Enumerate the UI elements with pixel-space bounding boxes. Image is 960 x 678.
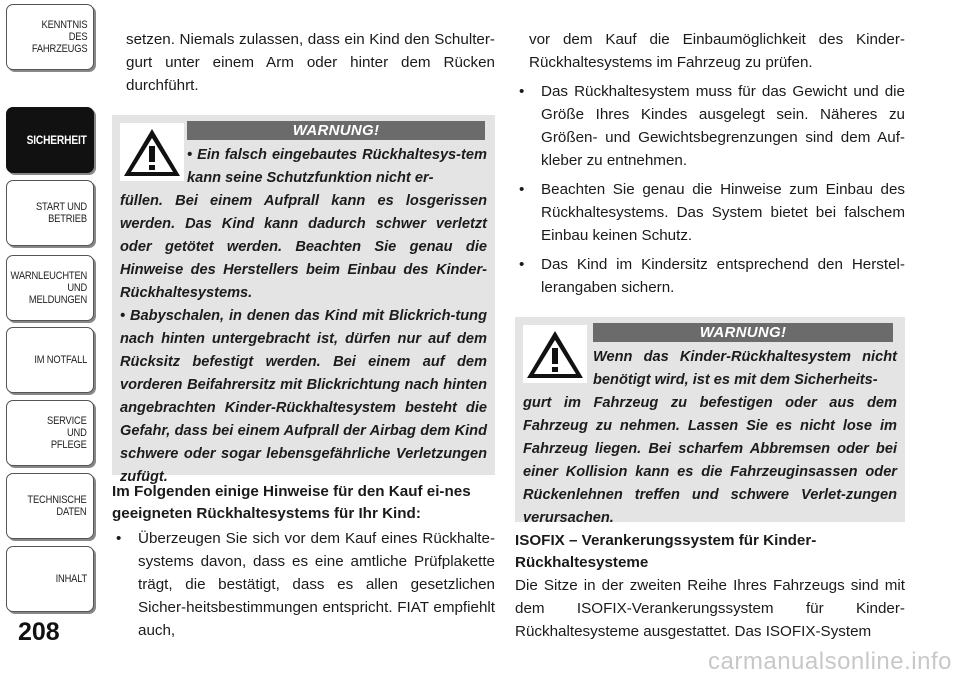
tab-label: IM NOTFALL bbox=[34, 354, 87, 366]
bullet-symbol: • bbox=[519, 256, 525, 273]
warning-text-first: Wenn das Kinder-Rückhaltesystem nicht benötigt wird, ist es mit dem Sicherheits- bbox=[593, 349, 897, 388]
bullet-symbol: • bbox=[519, 83, 525, 100]
warning-title: WARNUNG! bbox=[187, 121, 485, 140]
tab-kenntnis-des-fahrzeugs[interactable] bbox=[6, 4, 94, 70]
warning-triangle-icon bbox=[120, 123, 184, 181]
tab-label: INHALT bbox=[55, 573, 87, 585]
bullet-text: Das Rückhaltesystem muss für das Gewicht und die Größe Ihres Kindes ausgelegt sein. Näheres zu Größen- und Gewichtsbegrenzungen sind dem Auf-kleber zu entnehmen. bbox=[541, 83, 905, 169]
tab-service-und-pflege[interactable] bbox=[6, 400, 94, 466]
bullet-text: Beachten Sie genau die Hinweise zum Einbau des Rückhaltesystems. Das System bietet bei falschem Einbau keinen Schutz. bbox=[541, 181, 905, 244]
bullet-text: Das Kind im Kindersitz entsprechend den Herstel-lerangaben sichern. bbox=[541, 256, 905, 296]
isofix-paragraph: Die Sitze in der zweiten Reihe Ihres Fahrzeugs sind mit dem ISOFIX-Verankerungssystem für Kinder-Rückhaltesysteme ausgestattet. Das ISOFIX-System bbox=[515, 577, 905, 640]
tab-warnleuchten-und-meldungen[interactable] bbox=[6, 255, 94, 321]
warning-title: WARNUNG! bbox=[593, 323, 893, 342]
page-number: 208 bbox=[18, 618, 60, 646]
tab-label: TECHNISCHE DATEN bbox=[27, 494, 87, 518]
tab-label: SICHERHEIT bbox=[26, 133, 87, 147]
tab-start-und-betrieb[interactable] bbox=[6, 180, 94, 246]
tab-im-notfall[interactable] bbox=[6, 327, 94, 393]
warning-item1-first: • Ein falsch eingebautes Rückhaltesys-tem kann seine Schutzfunktion nicht er- bbox=[187, 147, 487, 186]
chapter-tabs bbox=[0, 0, 100, 630]
warning-text-rest: gurt im Fahrzeug zu befestigen oder aus dem Fahrzeug zu nehmen. Lassen Sie es nicht lose im Fahrzeug liegen. Bei scharfem Abbremsen oder bei einer Kollision kann es die Fahrzeuginsassen oder Rückenlehnen treffen und schwere Verlet-zungen verursachen. bbox=[523, 395, 897, 526]
intro-paragraph: setzen. Niemals zulassen, dass ein Kind den Schulter-gurt unter einem Arm oder hinter dem Rücken durchführt. bbox=[126, 31, 495, 94]
hints-heading: Im Folgenden einige Hinweise für den Kauf ei-nes geeigneten Rückhaltesystems für Ihr Kind: bbox=[112, 483, 471, 522]
tab-sicherheit[interactable] bbox=[6, 107, 94, 173]
bullet-text: Überzeugen Sie sich vor dem Kauf eines Rückhalte-systems davon, dass es eine amtliche Prüfplakette trägt, die bestätigt, dass es allen gesetzlichen Sicher-heitsbestimmungen entspricht. FIAT empfiehlt auch, bbox=[138, 530, 495, 639]
tab-technische-daten[interactable] bbox=[6, 473, 94, 539]
warning-body-left bbox=[120, 190, 487, 489]
bullet-symbol: • bbox=[519, 181, 525, 198]
isofix-heading: ISOFIX – Verankerungssystem für Kinder-Rückhaltesysteme bbox=[515, 532, 817, 571]
tab-label: WARNLEUCHTEN UND MELDUNGEN bbox=[10, 270, 87, 306]
right-column bbox=[515, 28, 905, 643]
tab-inhalt[interactable] bbox=[6, 546, 94, 612]
list-item bbox=[515, 253, 905, 299]
tab-label: KENNTNIS DES FAHRZEUGS bbox=[31, 19, 87, 55]
warning-triangle-icon bbox=[523, 325, 587, 383]
bullet-symbol: • bbox=[116, 530, 122, 547]
list-item bbox=[515, 80, 905, 172]
continuation-paragraph: vor dem Kauf die Einbaumöglichkeit des Kinder-Rückhaltesystems im Fahrzeug zu prüfen. bbox=[529, 31, 905, 71]
list-item bbox=[112, 527, 495, 642]
warning-box-right bbox=[515, 317, 905, 526]
tab-label: SERVICE UND PFLEGE bbox=[47, 415, 87, 451]
left-column bbox=[112, 28, 495, 642]
watermark: carmanualsonline.info bbox=[708, 648, 952, 675]
warning-item2: • Babyschalen, in denen das Kind mit Blickrich-tung nach hinten untergebracht ist, dürfen nur auf dem Rücksitz befestigt werden. Bei einem auf dem vorderen Beifahrersitz mit Blickrichtung nach hinten angebrachten Kinder-Rückhaltesystem besteht die Gefahr, dass bei einem Aufprall der Airbag dem Kind schwere oder sogar lebensgefährliche Verletzungen zufügt. bbox=[120, 308, 487, 485]
warning-box-left bbox=[112, 115, 495, 485]
list-item bbox=[515, 178, 905, 247]
warning-item1-rest: füllen. Bei einem Aufprall kann es losgerissen werden. Das Kind kann dadurch schwer verletzt oder getötet werden. Beachten Sie genau die Hinweise des Herstellers beim Einbau des Kinder-Rückhaltesystems. bbox=[120, 193, 487, 301]
tab-label: START UND BETRIEB bbox=[36, 201, 87, 225]
